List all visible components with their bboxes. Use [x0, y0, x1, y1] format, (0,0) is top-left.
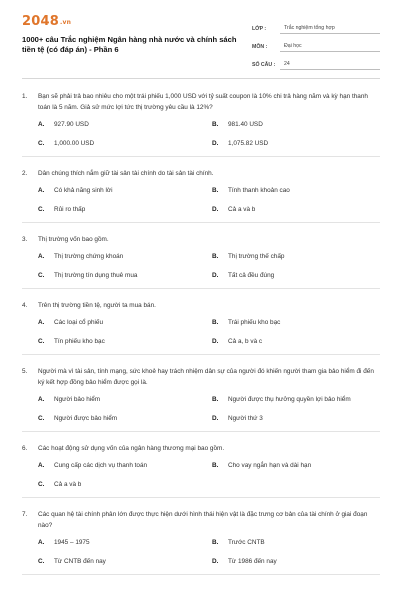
meta-label: SỐ CÂU : [252, 62, 276, 68]
option-c[interactable] [38, 338, 212, 346]
option-b[interactable] [212, 396, 386, 404]
option-c[interactable] [38, 558, 212, 566]
option-a[interactable] [38, 462, 212, 470]
option-text: 927.90 USD [54, 121, 89, 128]
answer-options [38, 396, 380, 423]
option-b[interactable] [212, 462, 386, 470]
option-a[interactable] [38, 396, 212, 404]
option-letter: A. [38, 121, 45, 128]
option-letter: A. [38, 539, 45, 546]
option-text: Thị trường chứng khoán [54, 253, 124, 260]
option-letter: D. [212, 206, 219, 213]
option-c[interactable] [38, 415, 212, 423]
option-letter: B. [212, 462, 219, 469]
question-6 [22, 443, 380, 498]
question-5 [22, 366, 380, 432]
meta-label: MÔN : [252, 44, 268, 50]
option-c[interactable] [38, 206, 212, 214]
option-text: Các loại cổ phiếu [54, 319, 104, 326]
meta-row-count [252, 52, 380, 70]
option-text: Trái phiếu kho bạc [228, 319, 281, 326]
option-letter: C. [38, 415, 45, 422]
question-body: Bạn sẽ phải trả bao nhiêu cho một trái phiếu 1,000 USD với tỷ suất coupon là 10% chi trả hàng năm và kỳ hạn thanh toán là 5 năm. Giả sử mức lợi tức thị trường yêu cầu là 12%? [38, 93, 368, 111]
option-letter: B. [212, 253, 219, 260]
option-text: Người thứ 3 [228, 415, 263, 422]
option-b[interactable] [212, 253, 386, 261]
option-text: Tất cả đều đúng [228, 272, 275, 279]
option-letter: C. [38, 272, 45, 279]
option-letter: A. [38, 319, 45, 326]
option-text: 1,075.82 USD [228, 140, 269, 147]
option-c[interactable] [38, 272, 212, 280]
option-text: Người bảo hiểm [54, 396, 101, 403]
question-body: Dân chúng thích nắm giữ tài sản tài chính do tài sản tài chính. [38, 170, 214, 177]
option-letter: D. [212, 140, 219, 147]
question-list [22, 91, 380, 575]
option-text: Cho vay ngắn hạn và dài hạn [228, 462, 312, 469]
answer-options [38, 462, 380, 489]
option-d[interactable] [212, 338, 386, 346]
meta-row-subject [252, 34, 380, 52]
option-letter: A. [38, 396, 45, 403]
site-logo[interactable] [22, 14, 252, 29]
option-letter: B. [212, 187, 219, 194]
meta-value: 24 [280, 61, 380, 70]
option-text: Thị trường tín dụng thuê mua [54, 272, 138, 279]
question-number: 1. [22, 93, 28, 100]
option-a[interactable] [38, 187, 212, 195]
question-body: Người mà vì tài sản, tính mạng, sức khoẻ hay trách nhiệm dân sự của người đó khiến người tham gia bảo hiểm đi đến ký kết hợp đồng bảo hiểm được gọi là. [38, 368, 374, 386]
option-text: Cả a và b [228, 206, 256, 213]
option-letter: C. [38, 206, 45, 213]
option-text: Cung cấp các dịch vụ thanh toán [54, 462, 148, 469]
option-d[interactable] [212, 140, 386, 148]
option-text: Từ CNTB đến nay [54, 558, 106, 565]
option-letter: A. [38, 187, 45, 194]
option-letter: C. [38, 140, 45, 147]
option-b[interactable] [212, 121, 386, 129]
question-number: 6. [22, 445, 28, 452]
option-text: Người được bảo hiểm [54, 415, 118, 422]
option-a[interactable] [38, 253, 212, 261]
question-number: 4. [22, 302, 28, 309]
option-text: Tín phiếu kho bạc [54, 338, 105, 345]
answer-options [38, 253, 380, 280]
option-text: Người được thụ hưởng quyền lợi bảo hiểm [228, 396, 351, 403]
answer-options [38, 121, 380, 148]
question-number: 7. [22, 511, 28, 518]
option-text: Từ 1986 đến nay [228, 558, 277, 565]
option-text: Trước CNTB [228, 539, 265, 546]
option-d[interactable] [212, 272, 386, 280]
option-letter: C. [38, 481, 45, 488]
question-number: 5. [22, 368, 28, 375]
option-letter: D. [212, 272, 219, 279]
option-a[interactable] [38, 539, 212, 547]
question-body: Trên thị trường tiền tệ, người ta mua bán. [38, 302, 156, 309]
meta-row-class [252, 16, 380, 34]
meta-value: Đại học [280, 43, 380, 52]
question-body: Các quan hệ tài chính phân lớn được thực hiện dưới hình thái hiện vật là đặc trưng cơ bản của tài chính ở giai đoạn nào? [38, 511, 368, 529]
option-text: Có khả năng sinh lời [54, 187, 113, 194]
option-d[interactable] [212, 415, 386, 423]
document-header [22, 14, 380, 76]
option-letter: C. [38, 338, 45, 345]
question-2 [22, 168, 380, 223]
option-letter: B. [212, 539, 219, 546]
option-text: 1,000.00 USD [54, 140, 95, 147]
header-divider [22, 78, 380, 79]
option-text: Tính thanh khoản cao [228, 187, 290, 194]
option-letter: A. [38, 253, 45, 260]
logo-number: 2048 [22, 14, 59, 29]
option-a[interactable] [38, 319, 212, 327]
option-d[interactable] [212, 206, 386, 214]
question-number: 3. [22, 236, 28, 243]
question-text [22, 234, 380, 245]
question-body: Các hoạt động sử dụng vốn của ngân hàng thương mại bao gồm. [38, 445, 225, 452]
question-body: Thị trường vốn bao gồm. [38, 236, 109, 243]
question-text [22, 168, 380, 179]
meta-value: Trắc nghiệm tổng hợp [280, 25, 380, 34]
option-letter: D. [212, 338, 219, 345]
question-text [22, 509, 380, 531]
option-b[interactable] [212, 187, 386, 195]
question-text [22, 91, 380, 113]
question-text [22, 443, 380, 454]
option-b[interactable] [212, 539, 386, 547]
question-1 [22, 91, 380, 157]
answer-options [38, 539, 380, 566]
option-text: 1945 – 1975 [54, 539, 90, 546]
option-letter: B. [212, 319, 219, 326]
answer-options [38, 319, 380, 346]
option-text: Cả a, b và c [228, 338, 263, 345]
document-title: 1000+ câu Trắc nghiệm Ngân hàng nhà nước và chính sách tiền tệ (có đáp án) - Phần 6 [22, 35, 237, 54]
meta-info [252, 16, 380, 76]
option-letter: D. [212, 558, 219, 565]
option-letter: D. [212, 415, 219, 422]
option-text: Rủi ro thấp [54, 206, 86, 213]
question-number: 2. [22, 170, 28, 177]
option-letter: C. [38, 558, 45, 565]
header-left [22, 14, 252, 76]
option-c[interactable] [38, 140, 212, 148]
question-3 [22, 234, 380, 289]
option-b[interactable] [212, 319, 386, 327]
option-a[interactable] [38, 121, 212, 129]
question-7 [22, 509, 380, 575]
option-letter: B. [212, 396, 219, 403]
option-d[interactable] [212, 558, 386, 566]
option-text: 981.40 USD [228, 121, 263, 128]
option-letter: B. [212, 121, 219, 128]
logo-domain: .vn [59, 19, 72, 26]
meta-label: LỚP : [252, 26, 267, 32]
question-text [22, 366, 380, 388]
option-c[interactable] [38, 481, 212, 489]
option-text: Cả a và b [54, 481, 82, 488]
question-text [22, 300, 380, 311]
option-letter: A. [38, 462, 45, 469]
option-text: Thị trường thế chấp [228, 253, 285, 260]
answer-options [38, 187, 380, 214]
question-4 [22, 300, 380, 355]
